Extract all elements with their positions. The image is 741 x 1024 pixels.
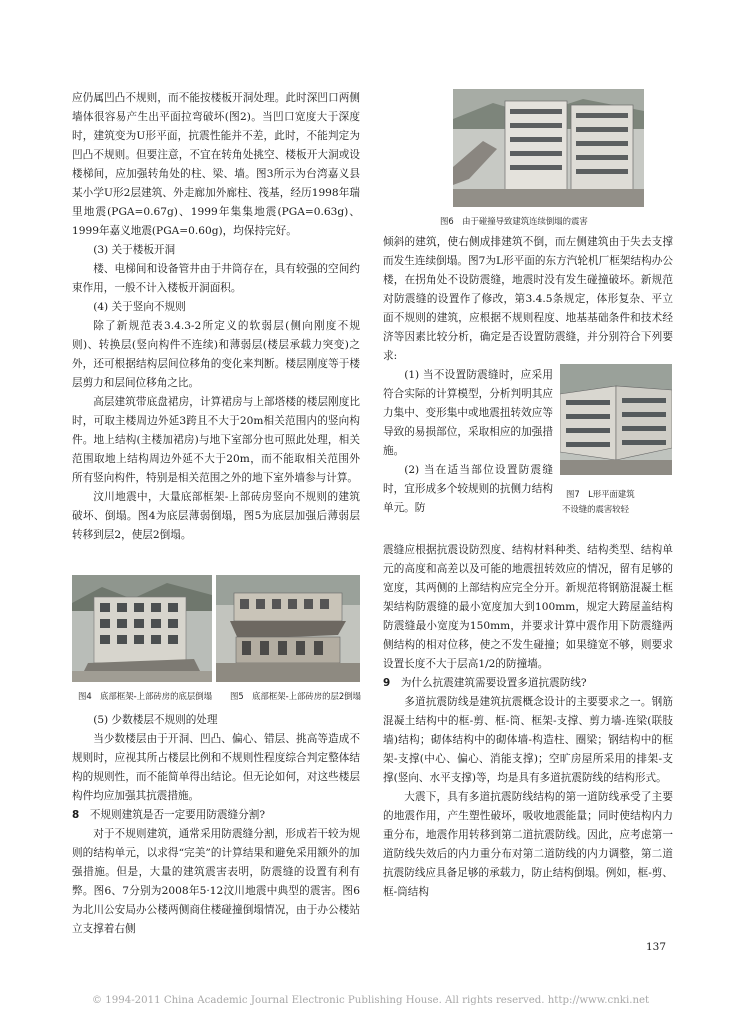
left-paragraph-7: 对于不规则建筑，通常采用防震缝分割，形成若干较为规则的结构单元，以求得“完美”的计算结果和避免采用额外的加强措施。但是，大量的建筑震害表明，防震缝的设置有利有弊。图6、7分别为2008年5·12汶川地震中典型的震害。图6为北川公安局办公楼两侧商住楼碰撞倒塌情况，由于办公楼站立支撑着右侧: [72, 828, 360, 935]
page-number: 137: [646, 941, 667, 953]
question-9-text: 为什么抗震建筑需要设置多道抗震防线?: [400, 677, 587, 689]
heading-few-floors: (5) 少数楼层不规则的处理: [93, 714, 218, 726]
figure-7-photo: [560, 364, 672, 475]
figure-7-caption-line-2: 不设缝的震害较轻: [562, 504, 629, 514]
left-paragraph-4: 高层建筑带底盘裙房，计算裙房与上部塔楼的楼层刚度比时，可取主楼周边外延3跨且不大于20m相关范围内的竖向构件。地上结构(主楼加裙房)与地下室部分也可照此处理，相关范围取地上结构周边外延不大于20m，而不能取相关范围外所有竖向构件，特别是相关范围之外的地下室外墙参与计算。: [72, 396, 360, 484]
copyright-footer: © 1994-2011 China Academic Journal Electronic Publishing House. All rights reserved. http://www.cnki.net: [91, 995, 650, 1006]
right-paragraph-4: 多道抗震防线是建筑抗震概念设计的主要要求之一。钢筋混凝土结构中的框-剪、框-筒、框架-支撑、剪力墙-连梁(联肢墙)结构；砌体结构中的砌体墙-构造柱、圈梁；钢结构中的框架-支撑(中心、偏心、消能支撑)；空旷房屋所采用的排架-支撑(竖向、水平支撑)等，均是具有多道抗震防线的结构形式。: [383, 696, 673, 784]
right-column-wrap: [383, 366, 553, 518]
right-paragraph-2: (1) 当不设置防震缝时，应采用符合实际的计算模型，分析判明其应力集中、变形集中或地震扭转效应等导致的易损部位，采取相应的加强措施。: [383, 369, 553, 457]
figure-7-caption-line-1: 图7 L形平面建筑: [566, 489, 635, 499]
figure-6-caption: 图6 由于碰撞导致建筑连续倒塌的震害: [440, 216, 588, 226]
question-9: [383, 674, 673, 693]
left-paragraph-5: 汶川地震中，大量底部框架-上部砖房竖向不规则的建筑破坏、倒塌。图4为底层薄弱倒塌，图5为底层加强后薄弱层转移到层2，使层2倒塌。: [72, 491, 360, 541]
question-8-number: 8: [72, 809, 80, 821]
question-8-text: 不规则建筑是否一定要用防震缝分割?: [89, 809, 266, 821]
figure-4-caption: 图4 底部框架-上部砖房的底层倒塌: [78, 691, 212, 701]
left-paragraph-1: 应仍属凹凸不规则，而不能按楼板开洞处理。此时深凹口两侧墙体很容易产生出平面拉弯破坏(图2)。当凹口宽度大于深度时，建筑变为U形平面，抗震性能并不差，此时，不能判定为凹凸不规则。但要注意，不宜在转角处挑空、楼板开大洞或设楼梯间，应加强转角处的柱、梁、墙。图3所示为台湾嘉义县某小学U形2层建筑、外走廊加外廊柱、筏基，经历1998年瑞里地震(PGA=0.67g)、1999年集集地震(PGA=0.63g)、1999年嘉义地震(PGA=0.60g)，均保持完好。: [72, 92, 360, 237]
right-paragraph-5: 大震下，具有多道抗震防线结构的第一道防线承受了主要的地震作用，产生塑性破坏，吸收地震能量；同时使结构内力重分布，地震作用转移到第二道抗震防线。因此，应考虑第一道防线失效后的内力重分布对第二道防线的内力调整，第二道抗震防线应具备足够的承载力，防止结构倒塌。例如，框-剪、框-筒结构: [383, 791, 673, 898]
left-column-top: [72, 89, 360, 545]
question-9-number: 9: [383, 677, 391, 689]
left-column-bottom: [72, 711, 360, 939]
right-column-bottom: [383, 541, 673, 902]
heading-floor-openings: (3) 关于楼板开洞: [93, 244, 176, 256]
figure-5-caption: 图5 底部框架-上部砖房的层2倒塌: [230, 691, 361, 701]
right-paragraph-3a: (2) 当在适当部位设置防震缝时，宜形成多个较规则的抗侧力结构单元。防: [383, 464, 553, 514]
left-paragraph-2: 楼、电梯间和设备管井由于井筒存在，具有较强的空间约束作用，一般不计入楼板开洞面积。: [72, 263, 360, 294]
question-8: [72, 806, 360, 825]
figure-6-photo: [453, 89, 644, 207]
figure-5-photo: [216, 575, 360, 682]
left-paragraph-6: 当少数楼层由于开洞、凹凸、偏心、错层、挑高等造成不规则时，应视其所占楼层比例和不规则性程度综合判定整体结构的规则性，而不能简单得出结论。但无论如何，对这些楼层构件均应加强其抗震措施。: [72, 733, 360, 802]
figure-4-photo: [72, 575, 212, 682]
right-column-top: [383, 233, 673, 366]
figure-7-caption: [562, 487, 674, 517]
right-paragraph-1: 倾斜的建筑，使右侧成排建筑不倒，而左侧建筑由于失去支撑而发生连续倒塌。图7为L形平面的东方汽轮机厂框架结构办公楼，在拐角处不设防震缝，地震时没有发生碰撞破坏。新规范对防震缝的设置作了修改，第3.4.5条规定，体形复杂、平立面不规则的建筑，应根据不规则程度、地基基础条件和技术经济等因素比较分析，确定是否设置防震缝，并分别符合下列要求:: [383, 236, 673, 362]
right-paragraph-3b: 震缝应根据抗震设防烈度、结构材料种类、结构类型、结构单元的高度和高差以及可能的地震扭转效应的情况，留有足够的宽度，其两侧的上部结构应完全分开。新规范将钢筋混凝土框架结构防震缝的最小宽度加大到100mm，规定大跨屋盖结构防震缝最小宽度为150mm，并要求计算中震作用下防震缝两侧结构的相对位移，使之不发生碰撞；如果缝宽不够，则要求设置长度不大于层高1/2的防撞墙。: [383, 544, 673, 670]
heading-vertical-irregularity: (4) 关于竖向不规则: [93, 301, 186, 313]
left-paragraph-3: 除了新规范表3.4.3-2所定义的软弱层(侧向刚度不规则)、转换层(竖向构件不连续)和薄弱层(楼层承载力突变)之外，还可根据结构层间位移角的变化来判断。楼层刚度等于楼层剪力和层间位移角之比。: [72, 320, 360, 389]
